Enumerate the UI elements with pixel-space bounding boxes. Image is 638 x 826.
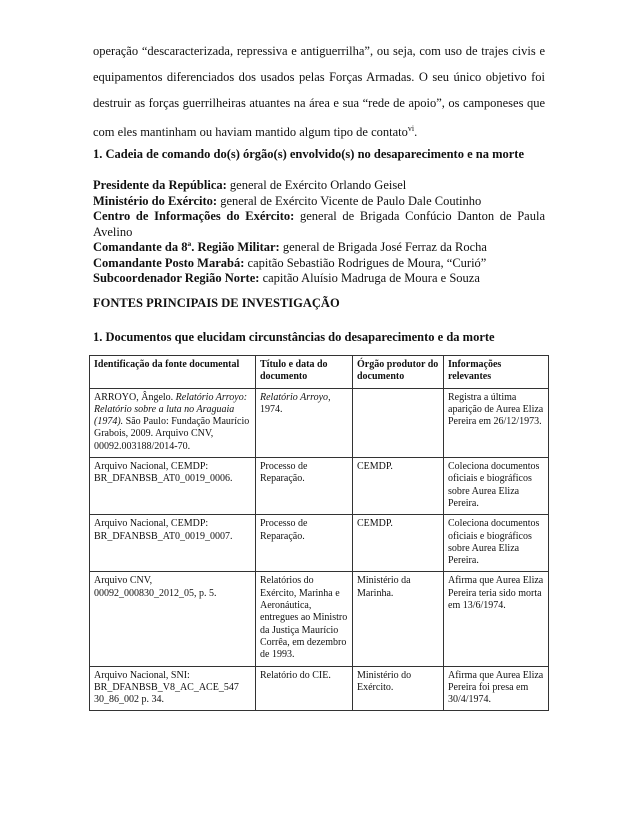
table-cell: CEMDP. [353, 458, 444, 515]
table-row [90, 388, 549, 457]
chain-value: general de Brigada Confúcio Danton de Paula Avelino [93, 209, 545, 239]
sources-heading: FONTES PRINCIPAIS DE INVESTIGAÇÃO [93, 296, 340, 310]
chain-row [93, 178, 545, 194]
cell-text: São Paulo: Fundação Maurício Grabois, 2009. Arquivo CNV, 00092.003188/2014-70. [94, 416, 250, 452]
chain-row [93, 209, 545, 240]
table-cell: Registra a última aparição de Aurea Eliza Pereira em 26/12/1973. [444, 388, 549, 457]
footnote-marker[interactable]: vi [407, 124, 415, 133]
table-header-row [90, 356, 549, 389]
chain-row [93, 271, 545, 287]
table-cell: Afirma que Aurea Eliza Pereira foi presa em 30/4/1974. [444, 666, 549, 711]
section-chain-title: 1. Cadeia de comando do(s) órgão(s) envolvido(s) no desaparecimento e na morte [93, 147, 524, 161]
cell-text: Arquivo Nacional, CEMDP: BR_DFANBSB_AT0_0019_0007. [94, 518, 233, 542]
table-cell: Processo de Reparação. [256, 458, 353, 515]
column-header: Órgão produtor do documento [353, 356, 444, 389]
command-chain [93, 178, 545, 287]
table-cell [90, 458, 256, 515]
table-cell [90, 515, 256, 572]
table-row [90, 458, 549, 515]
table-cell [256, 388, 353, 457]
table-cell: CEMDP. [353, 515, 444, 572]
chain-label: Comandante da 8ª. Região Militar: [93, 240, 280, 254]
table-cell: Processo de Reparação. [256, 515, 353, 572]
cell-text: ARROYO, Ângelo. [94, 391, 176, 403]
table-cell [90, 572, 256, 666]
chain-value: capitão Aluísio Madruga de Moura e Souza [259, 271, 480, 285]
chain-value: general de Exército Vicente de Paulo Dale Coutinho [217, 193, 482, 208]
intro-paragraph [93, 38, 545, 145]
table-cell: Ministério do Exército. [353, 666, 444, 711]
chain-label: Ministério do Exército: [93, 193, 218, 208]
chain-row [93, 194, 545, 210]
cell-text: , 1974. [260, 391, 331, 415]
table-cell [353, 388, 444, 457]
table-row [90, 515, 549, 572]
chain-value: capitão Sebastião Rodrigues de Moura, “Curió” [244, 255, 487, 270]
table-cell [90, 388, 256, 457]
cell-text: Arquivo Nacional, SNI: BR_DFANBSB_V8_AC_ACE_547 30_86_002 p. 34. [94, 669, 239, 706]
cell-text: Arquivo Nacional, CEMDP: BR_DFANBSB_AT0_0019_0006. [94, 461, 233, 485]
table-cell: Relatórios do Exército, Marinha e Aeronáutica, entregues ao Ministro da Justiça Maurício Corrêa, em dezembro de 1993. [256, 572, 353, 666]
table-cell: Relatório do CIE. [256, 666, 353, 711]
chain-label: Subcoordenador Região Norte: [93, 271, 260, 285]
chain-value: general de Brigada José Ferraz da Rocha [279, 240, 487, 254]
column-header: Identificação da fonte documental [90, 356, 256, 389]
documents-heading: 1. Documentos que elucidam circunstâncias do desaparecimento e da morte [93, 330, 495, 344]
table-cell: Coleciona documentos oficiais e biográficos sobre Aurea Eliza Pereira. [444, 515, 549, 572]
table-row [90, 572, 549, 666]
cell-text-italic: Relatório Arroyo: Relatório sobre a luta no Araguaia (1974). [94, 391, 248, 428]
chain-value: general de Exército Orlando Geisel [226, 178, 407, 192]
table-cell: Afirma que Aurea Eliza Pereira teria sido morta em 13/6/1974. [444, 572, 549, 666]
table-cell: Coleciona documentos oficiais e biográficos sobre Aurea Eliza Pereira. [444, 458, 549, 515]
chain-label: Centro de Informações do Exército: [93, 209, 295, 223]
chain-label: Comandante Posto Marabá: [93, 255, 245, 270]
intro-end: . [414, 125, 418, 140]
table-row [90, 666, 549, 711]
cell-text: Arquivo CNV, 00092_000830_2012_05, p. 5. [94, 575, 217, 599]
documents-table [89, 355, 549, 711]
column-header: Informações relevantes [444, 356, 549, 389]
chain-label: Presidente da República: [93, 178, 227, 192]
intro-text: operação “descaracterizada, repressiva e antiguerrilha”, ou seja, com uso de trajes civis e equipamentos diferenciados dos usados pelas Forças Armadas. O seu único objetivo foi destruir as forças guerrilheiras atuantes na área e sua “rede de apoio”, os camponeses que com eles mantinham ou haviam mantido algum tipo de contato [93, 44, 545, 140]
column-header: Título e data do documento [256, 356, 353, 389]
chain-row [93, 256, 545, 272]
chain-row [93, 240, 545, 256]
table-cell: Ministério da Marinha. [353, 572, 444, 666]
cell-text-italic: Relatório Arroyo [260, 391, 329, 403]
table-cell [90, 666, 256, 711]
